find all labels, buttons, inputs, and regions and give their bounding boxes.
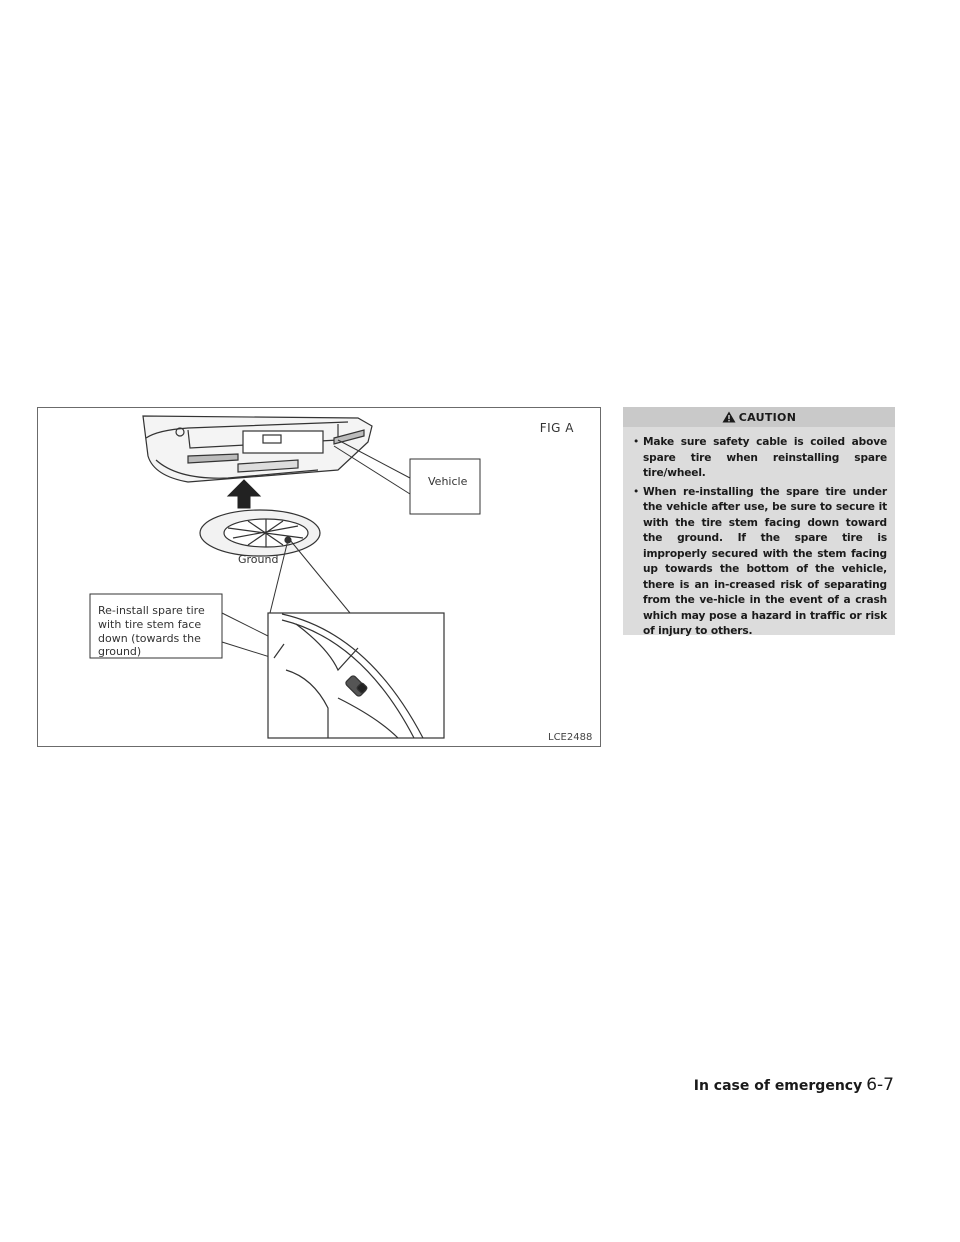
section-title: In case of emergency bbox=[693, 1078, 863, 1094]
figure-title: FIG A bbox=[539, 421, 574, 435]
caution-item-text: When re-installing the spare tire under the vehicle after use, be sure to secure it with the tire stem facing down toward the ground. If the spare tire is improperly secured with the stem facing up towards the bottom of the vehicle, there is an in-creased risk of separating from the ve-hicle in the event of a crash which may pose a hazard in traffic or risk of injury to others. bbox=[643, 485, 887, 637]
vehicle-rear-drawing bbox=[143, 416, 372, 482]
warning-triangle-icon bbox=[722, 411, 736, 423]
reinstall-callout-label: Re-install spare tire with tire stem face down (towards the ground) bbox=[98, 604, 205, 659]
bullet-glyph: • bbox=[633, 436, 640, 448]
page-footer bbox=[694, 1075, 894, 1095]
spare-tire-drawing bbox=[200, 510, 320, 556]
caution-heading: CAUTION bbox=[738, 410, 797, 424]
figure-code: LCE2488 bbox=[548, 732, 593, 743]
page-number: 6-7 bbox=[866, 1075, 894, 1095]
lift-arrow-icon bbox=[228, 480, 260, 508]
caution-item-text: Make sure safety cable is coiled above spare tire when reinstalling spare tire/wheel. bbox=[643, 436, 887, 479]
spare-tire-figure bbox=[37, 407, 601, 747]
spare-tire-illustration bbox=[38, 408, 601, 747]
caution-item bbox=[633, 485, 887, 640]
caution-header bbox=[623, 407, 895, 427]
caution-list bbox=[623, 435, 895, 640]
caution-item bbox=[633, 435, 887, 482]
vehicle-label: Vehicle bbox=[428, 475, 468, 488]
caution-box bbox=[623, 407, 895, 635]
bullet-glyph: • bbox=[633, 485, 640, 498]
ground-label: Ground bbox=[238, 553, 279, 566]
valve-stem-detail bbox=[268, 613, 444, 738]
